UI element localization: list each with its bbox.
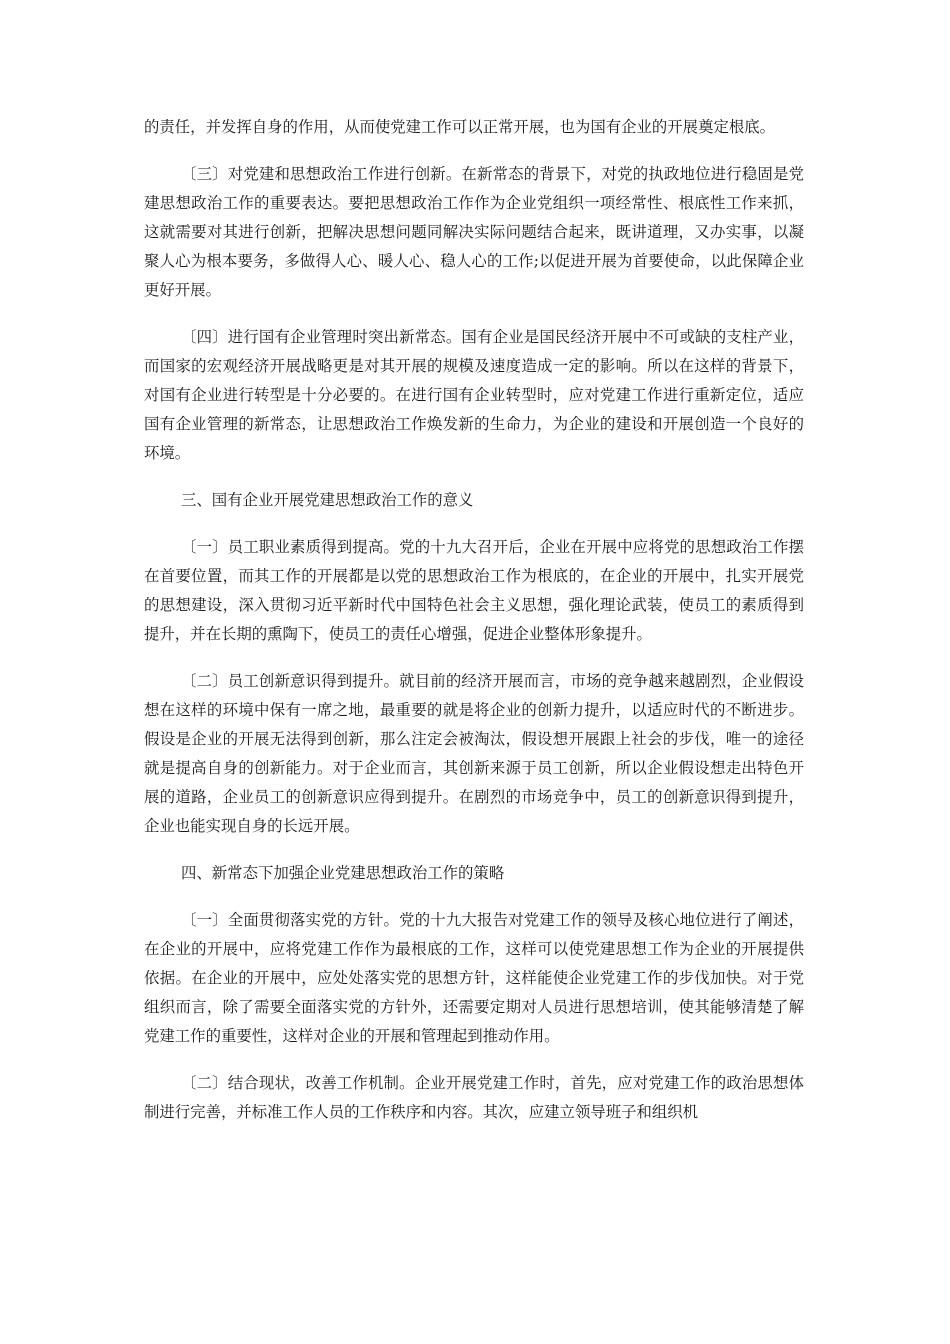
section-heading-strategies: 四、新常态下加强企业党建思想政治工作的策略 [181, 864, 505, 882]
document-body [144, 113, 804, 1145]
paragraph-implement-policy: 〔一〕全面贯彻落实党的方针。党的十九大报告对党建工作的领导及核心地位进行了阐述，在企业的开展中，应将党建工作作为最根底的工作，这样可以使党建思想工作为企业的开展提供依据。在企业的开展中，应处处落实党的思想方针，这样能使企业党建工作的步伐加快。对于党组织而言，除了需要全面落实党的方针外，还需要定期对人员进行思想培训，使其能够清楚了解党建工作的重要性，这样对企业的开展和管理起到推动作用。 [144, 911, 804, 1045]
paragraph-employee-innovation: 〔二〕员工创新意识得到提升。就目前的经济开展而言，市场的竞争越来越剧烈，企业假设想在这样的环境中保有一席之地，最重要的就是将企业的创新力提升，以适应时代的不断进步。假设是企业的开展无法得到创新，那么注定会被淘汰，假设想开展跟上社会的步伐，唯一的途径就是提高自身的创新能力。对于企业而言，其创新来源于员工创新，所以企业假设想走出特色开展的道路，企业员工的创新意识应得到提升。在剧烈的市场竞争中，员工的创新意识得到提升，企业也能实现自身的长远开展。 [144, 672, 804, 835]
section-heading-significance: 三、国有企业开展党建思想政治工作的意义 [181, 491, 474, 509]
paragraph-employee-quality: 〔一〕员工职业素质得到提高。党的十九大召开后，企业在开展中应将党的思想政治工作摆在首要位置，而其工作的开展都是以党的思想政治工作为根底的，在企业的开展中，扎实开展党的思想建设，深入贯彻习近平新时代中国特色社会主义思想，强化理论武装，使员工的素质得到提升，并在长期的熏陶下，使员工的责任心增强，促进企业整体形象提升。 [144, 538, 804, 643]
paragraph-improve-mechanism: 〔二〕结合现状，改善工作机制。企业开展党建工作时，首先，应对党建工作的政治思想体制进行完善，并标准工作人员的工作秩序和内容。其次，应建立领导班子和组织机 [144, 1074, 804, 1121]
paragraph-new-normal-management: 〔四〕进行国有企业管理时突出新常态。国有企业是国民经济开展中不可或缺的支柱产业，而国家的宏观经济开展战略更是对其开展的规模及速度造成一定的影响。所以在这样的背景下，对国有企业进行转型是十分必要的。在进行国有企业转型时，应对党建工作进行重新定位，适应国有企业管理的新常态，让思想政治工作焕发新的生命力，为企业的建设和开展创造一个良好的环境。 [144, 328, 804, 462]
paragraph-innovation: 〔三〕对党建和思想政治工作进行创新。在新常态的背景下，对党的执政地位进行稳固是党建思想政治工作的重要表达。要把思想政治工作作为企业党组织一项经常性、根底性工作来抓，这就需要对其进行创新，把解决思想问题同解决实际问题结合起来，既讲道理，又办实事，以凝聚人心为根本要务，多做得人心、暖人心、稳人心的工作;以促进开展为首要使命，以此保障企业更好开展。 [144, 165, 804, 299]
paragraph-continuation: 的责任，并发挥自身的作用，从而使党建工作可以正常开展，也为国有企业的开展奠定根底。 [144, 118, 776, 136]
